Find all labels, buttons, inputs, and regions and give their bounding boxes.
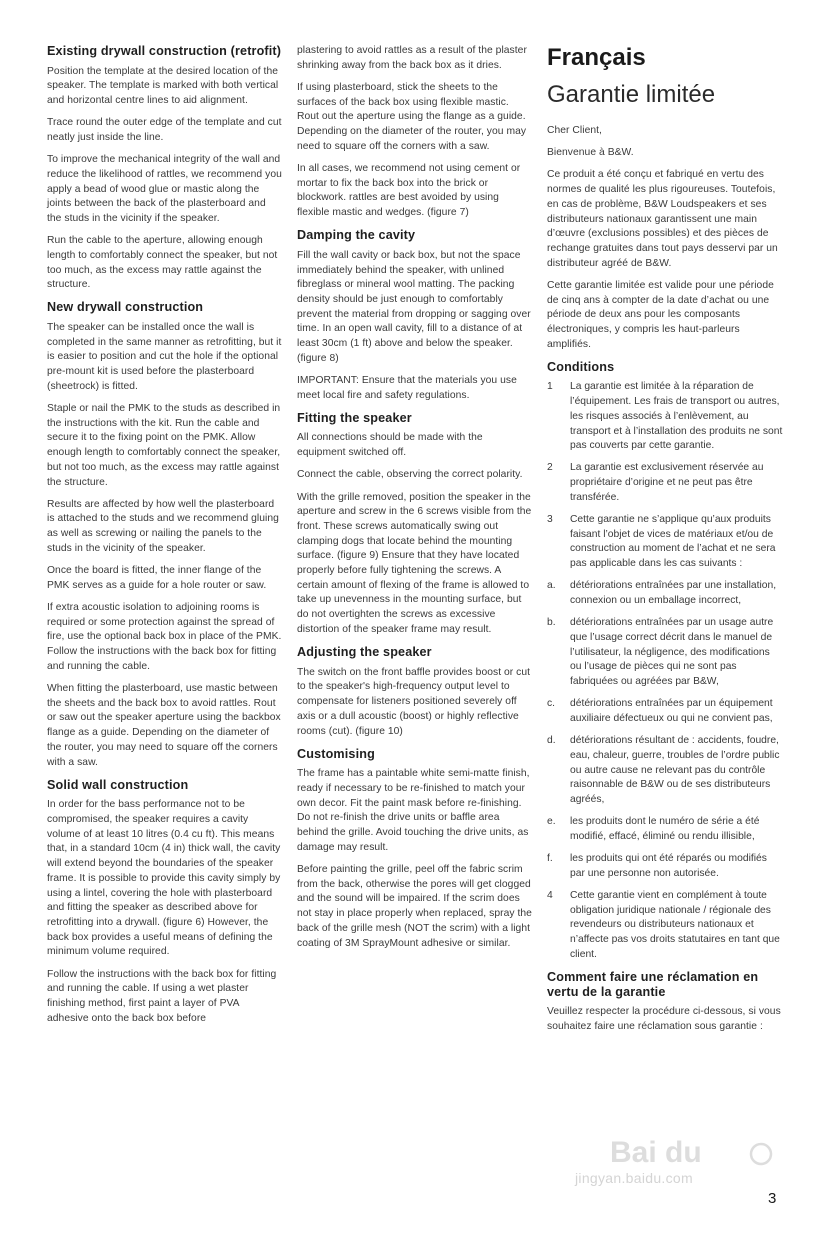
list-item <box>547 734 783 808</box>
list-marker: 2 <box>547 462 553 474</box>
list-item-text: La garantie est exclusivement réservée au propriétaire d’origine et ne peut pas être transférée. <box>570 462 764 503</box>
paragraph: Cette garantie limitée est valide pour une période de cinq ans à compter de la date d’achat ou une période de deux ans pour les composants électroniques, y compris les haut-parleurs amplifiés. <box>547 279 774 350</box>
paragraph: Before painting the grille, peel off the fabric scrim from the back, otherwise the pores will get clogged and the sound will be impaired. If the scrim does not stay in place properly when replaced, spray the back of the grille mesh (NOT the scrim) with a light coating of 3M SprayMount adhesive or similar. <box>297 864 532 949</box>
paragraph: Fill the wall cavity or back box, but not the space immediately behind the speaker, with unlined fibreglass or mineral wool matting. The packing density should be just enough to comfortably prevent the material from dropping or sagging over time. In an open wall cavity, fill to a distance of at least 30cm (1 ft) above and below the speaker. (figure 8) <box>297 249 531 364</box>
paragraph: Once the board is fitted, the inner flange of the PMK serves as a guide for a hole router or saw. <box>47 565 267 591</box>
list-marker: b. <box>547 617 556 629</box>
paragraph: Results are affected by how well the plasterboard is attached to the studs and we recommend gluing as well as screwing or nailing the panels to the studs in the vicinity of the speaker. <box>47 498 279 554</box>
list-marker: f. <box>547 853 553 865</box>
paragraph: The switch on the front baffle provides boost or cut to the speaker's high-frequency output level to compensate for listeners positioned severely off axis or a dull acoustic (boost) or highly reflective rooms (cut). (figure 10) <box>297 666 531 737</box>
list-marker: 3 <box>547 514 553 526</box>
paragraph: Connect the cable, observing the correct polarity. <box>297 469 523 481</box>
list-item-text: détériorations entraînées par un usage autre que l’usage correct décrit dans le manuel de l’utilisateur, la négligence, des modifications ou l’usage de pièces qui ne sont pas fabriquées ou agréées par B&W, <box>570 617 774 688</box>
list-item <box>547 889 783 963</box>
paragraph: The frame has a paintable white semi-matte finish, ready if necessary to be re-finished to match your own decor. Fit the paint mask before re-finishing. Do not re-finish the drive units or baffle area behind the grille. Avoid touching the drive units, as damage may result. <box>297 768 530 853</box>
list-marker: a. <box>547 580 556 592</box>
paragraph: If using plasterboard, stick the sheets to the surfaces of the back box using flexible mastic. Rout out the aperture using the flange as a guide. Depending on the diameter of the router, you may need to square off the corners with a saw. <box>297 81 527 152</box>
list-item-text: détériorations entraînées par une installation, connexion ou un emballage incorrect, <box>570 580 777 607</box>
section-heading: Fitting the speaker <box>297 410 412 425</box>
column-3 <box>547 44 783 1042</box>
list-item-text: les produits dont le numéro de série a été modifié, effacé, éliminé ou rendu illisible, <box>570 816 760 842</box>
paragraph: If extra acoustic isolation to adjoining rooms is required or some protection against the spread of fire, use the optional back box in place of the PMK. Follow the instructions with the back box for fitting and running the cable. <box>47 601 282 672</box>
paragraph: The speaker can be installed once the wall is completed in the same manner as retrofitting, but it is easier to position and cut the hole if the optional pre-mount kit is used before the plasterboard (sheetrock) is fitted. <box>47 322 282 392</box>
list-item <box>547 697 783 726</box>
section-heading: Conditions <box>547 359 615 374</box>
paragraph: All connections should be made with the equipment switched off. <box>297 432 483 459</box>
paragraph: IMPORTANT: Ensure that the materials you use meet local fire and safety regulations. <box>297 374 517 401</box>
list-item <box>547 380 783 454</box>
paragraph: In all cases, we recommend not using cement or mortar to fix the back box into the brick or blockwork. rattles are best avoided by using flexible mastic and wedges. (figure 7) <box>297 162 521 219</box>
paragraph: Position the template at the desired location of the speaker. The template is marked with both vertical and horizontal centre lines to aid alignment. <box>47 65 279 106</box>
paragraph: With the grille removed, position the speaker in the aperture and screw in the 6 screws visible from the front. These screws automatically swing out clamping dogs that locate behind the mounting surface. (figure 9) Ensure that they have located properly before fully tightening the screws. A certain amount of flexing of the frame is allowed to take up unevenness in the mounting surface, but do not overtighten the screws as excessive distortion of the speaker frame may result. <box>297 491 532 635</box>
section-heading: New drywall construction <box>47 300 204 315</box>
section-heading: Damping the cavity <box>297 228 416 243</box>
list-item <box>547 513 783 572</box>
paragraph: Veuillez respecter la procédure ci-dessous, si vous souhaitez faire une réclamation sous garantie : <box>547 1006 781 1032</box>
section-heading: Adjusting the speaker <box>297 645 432 660</box>
baidu-watermark-logo <box>585 1128 780 1176</box>
section-heading: Existing drywall construction (retrofit) <box>47 44 282 58</box>
paragraph: Trace round the outer edge of the template and cut neatly just inside the line. <box>47 117 282 143</box>
paragraph: Follow the instructions with the back box for fitting and running the cable. If using a wet plaster finishing method, first paint a layer of PVA adhesive onto the back box before <box>47 968 277 1024</box>
list-marker: c. <box>547 698 556 710</box>
paragraph: In order for the bass performance not to be compromised, the speaker requires a cavity volume of at least 10 litres (0.4 cu ft). This means that, in a standard 10cm (4 in) thick wall, the cavity will extend beyond the boundaries of the speaker frame. It is possible to provide this cavity simply by using a lintel, covering the hole with plasterboard and fitting the speaker as described above for retrofitting into a drywall. (figure 6) However, the back box provides a useful means of defining the minimum volume required. <box>47 799 281 958</box>
list-item-text: détériorations résultant de : accidents, foudre, eau, chaleur, guerre, troubles de l’ordre public ou autre cause ne relevant pas du contrôle raisonnable de B&W ou de ses distributeurs agréés, <box>570 735 780 806</box>
list-marker: 4 <box>547 890 553 902</box>
section-heading: Comment faire une réclamation en vertu de la garantie <box>547 970 759 999</box>
paragraph: Ce produit a été conçu et fabriqué en vertu des normes de qualité les plus rigoureuses. Toutefois, en cas de problème, B&W Loudspeakers et ses distributeurs nationaux garantissent une main d’œuvre (exclusions possibles) et des pièces de rechange gratuites dans tout pays desservi par un distributeur agréé de B&W. <box>547 169 778 269</box>
list-marker: d. <box>547 735 556 747</box>
list-item <box>547 461 783 505</box>
language-title: Français <box>547 44 646 71</box>
document-title: Garantie limitée <box>547 81 716 108</box>
paragraph: Bienvenue à B&W. <box>547 147 634 159</box>
list-item-text: La garantie est limitée à la réparation de l’équipement. Les frais de transport ou autres, les risques associés à l’enlèvement, au transport et à l’installation des produits ne sont pas couverts par cette garantie. <box>570 381 783 452</box>
list-item <box>547 579 783 608</box>
paragraph: plastering to avoid rattles as a result of the plaster shrinking away from the back box as it dries. <box>297 45 527 71</box>
paragraph: Run the cable to the aperture, allowing enough length to comfortably connect the speaker, but not too much, as the excess may rattle against the structure. <box>47 235 278 291</box>
list-item-text: Cette garantie vient en complément à toute obligation juridique nationale / régionale des revendeurs ou distributeurs nationaux et n’affecte pas vos droits statutaires en tant que client. <box>570 890 780 960</box>
column-2 <box>297 44 533 959</box>
list-item <box>547 616 783 690</box>
list-item-text: Cette garantie ne s’applique qu’aux produits faisant l’objet de vices de matériaux et/ou de construction au moment de l’achat et ne sera pas applicable dans les cas suivants : <box>570 514 776 570</box>
paragraph: Staple or nail the PMK to the studs as described in the instructions with the kit. Run the cable and secure it to the fixing point on the PMK. Allow enough length to comfortably connect the speaker, but not too much, as the excess may rattle against the structure. <box>47 403 281 488</box>
column-1 <box>47 44 283 1034</box>
paragraph: To improve the mechanical integrity of the wall and reduce the likelihood of rattles, we recommend you apply a bead of wood glue or mastic along the joints between the back of the plasterboard and the studs in the vicinity if the speaker. <box>47 154 282 224</box>
paragraph: When fitting the plasterboard, use mastic between the sheets and the back box to avoid rattles. Rout or saw out the speaker aperture using the backbox flange as a guide. Depending on the diameter of the router, you may need to square off the corners with a saw. <box>47 683 281 768</box>
watermark-url: jingyan.baidu.com <box>575 1170 693 1186</box>
paragraph: Cher Client, <box>547 125 602 136</box>
list-marker: e. <box>547 816 556 828</box>
page-number: 3 <box>768 1190 777 1207</box>
list-item <box>547 815 783 844</box>
list-item-text: détériorations entraînées par un équipement auxiliaire défectueux ou qui ne convient pas, <box>570 698 773 724</box>
watermark-logo-text: Bai du <box>610 1136 702 1169</box>
list-item <box>547 852 783 881</box>
section-heading: Solid wall construction <box>47 777 189 792</box>
section-heading: Customising <box>297 746 375 761</box>
list-marker: 1 <box>547 381 553 393</box>
list-item-text: les produits qui ont été réparés ou modifiés par une personne non autorisée. <box>570 853 767 879</box>
